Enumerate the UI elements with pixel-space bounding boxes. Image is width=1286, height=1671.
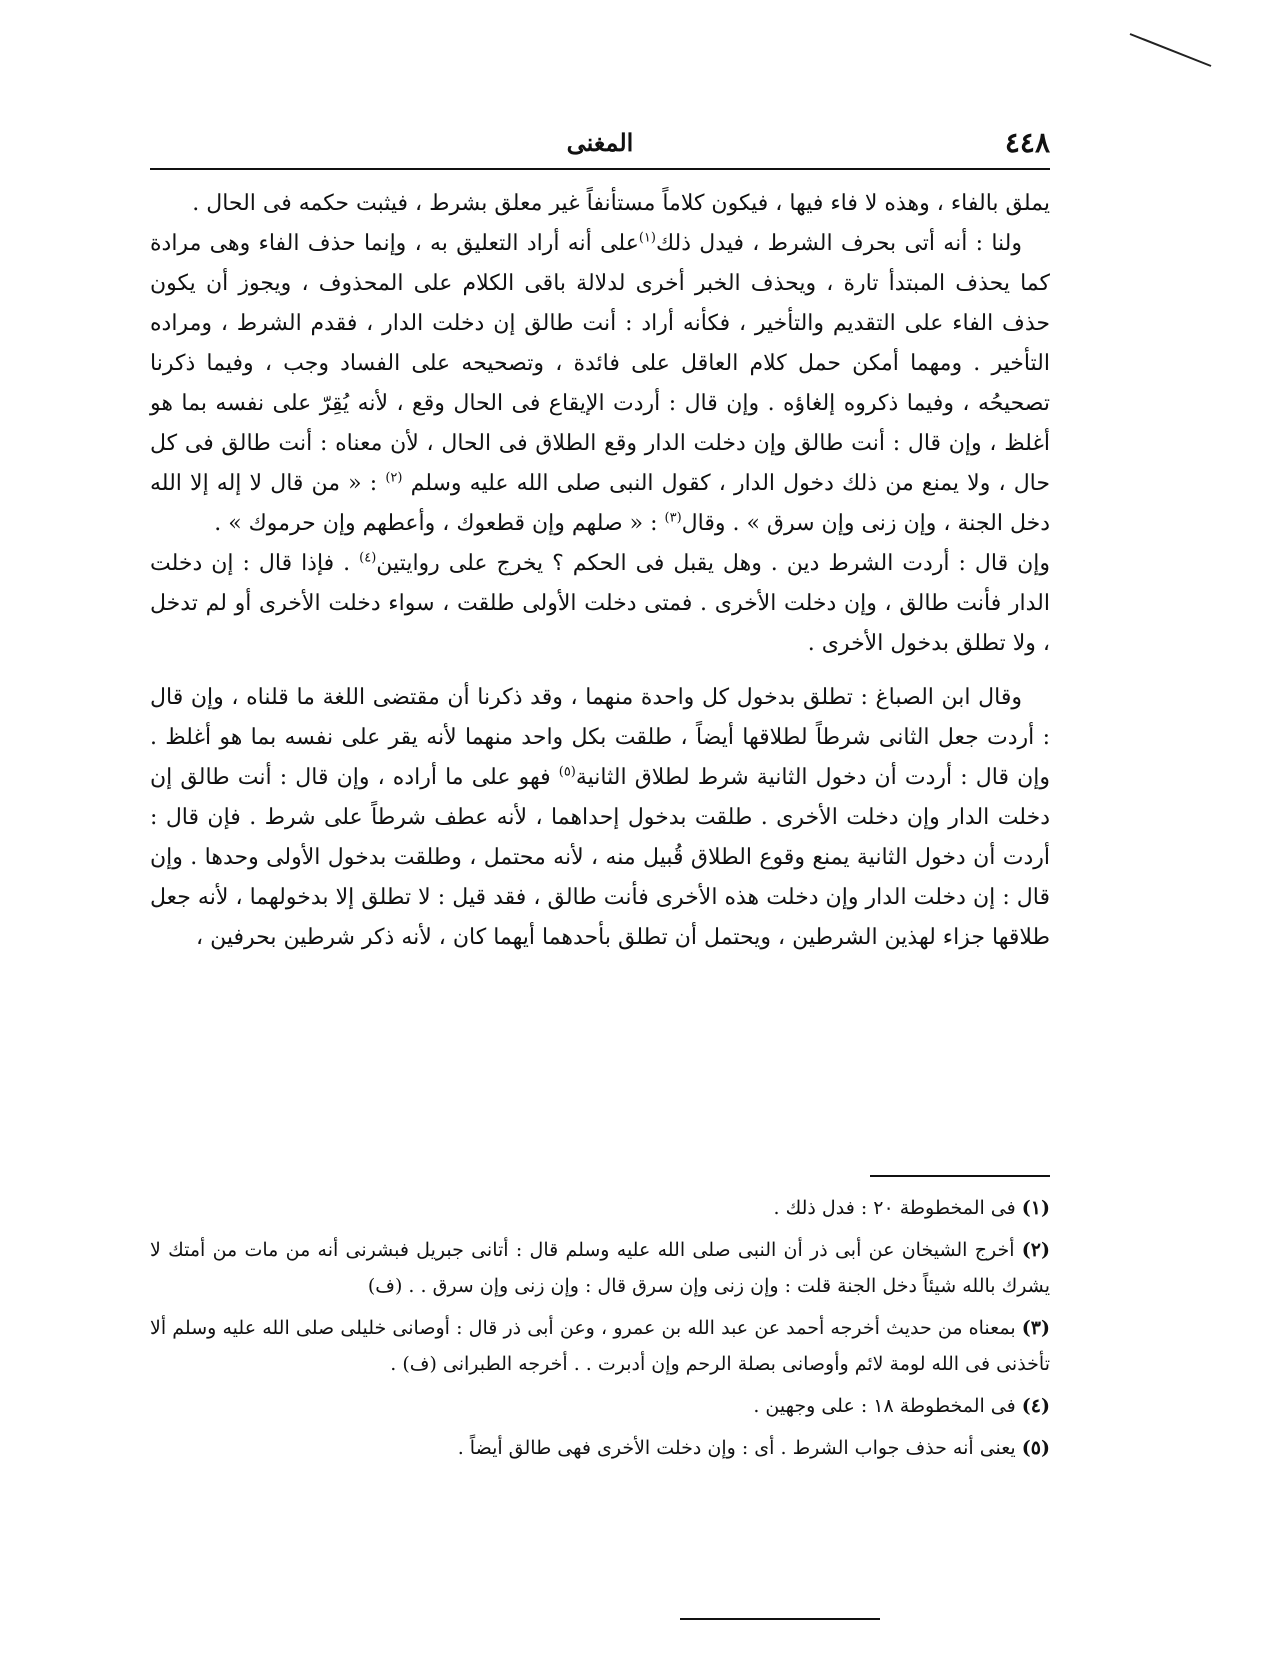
footnote-5-text: يعنى أنه حذف جواب الشرط . أى : وإن دخلت الأخرى فهى طالق أيضاً . — [457, 1437, 1016, 1459]
paragraph-3-part-a: وإن قال : أردت الشرط دين . وهل يقبل فى الحكم ؟ يخرج على روايتين — [376, 551, 1050, 576]
main-text — [150, 184, 1050, 958]
paragraph-4 — [150, 678, 1050, 958]
paragraph-2 — [150, 224, 1050, 544]
paragraph-4-part-b: فهو على ما أراده ، وإن قال : أنت طالق إن دخلت الدار وإن دخلت الأخرى . طلقت بدخول إحداهما ، لأنه عطف شرطاً على شرط . فإن قال : أردت أن دخول الثانية يمنع وقوع الطلاق قُبيل منه ، لأنه محتمل ، وطلقت بدخول الأولى وحدها . وإن قال : إن دخلت الدار وإن دخلت هذه الأخرى فأنت طالق ، فقد قيل : لا تطلق إلا بدخولهما ، لأنه جعل طلاقها جزاء لهذين الشرطين ، ويحتمل أن تطلق بأحدهما أيهما كان ، لأنه ذكر شرطين بحرفين ، — [150, 765, 1050, 950]
paragraph-2-part-d: : « صلهم وإن قطعوك ، وأعطهم وإن حرموك » . — [214, 511, 658, 536]
footnote-ref-1[interactable]: (١) — [638, 230, 656, 246]
book-title: المغنى — [566, 128, 634, 157]
footnote-3-text: بمعناه من حديث أخرجه أحمد عن عبد الله بن عمرو ، وعن أبى ذر قال : أوصانى خليلى صلى الله عليه وسلم ألا تأخذنى فى الله لومة لائم وأوصانى بصلة الرحم وإن أدبرت . . أخرجه الطبرانى (ف) . — [150, 1317, 1050, 1375]
footnote-ref-4[interactable]: (٤) — [359, 550, 377, 566]
footnote-ref-5[interactable]: (٥) — [558, 764, 576, 780]
paragraph-1 — [150, 184, 1050, 224]
footnote-2-number: (٢) — [1021, 1239, 1050, 1261]
footnote-4-number: (٤) — [1021, 1395, 1050, 1417]
footnote-1-text: فى المخطوطة ٢٠ : فدل ذلك . — [773, 1197, 1016, 1219]
footnote-ref-2[interactable]: (٢) — [385, 470, 403, 486]
footnote-4-text: فى المخطوطة ١٨ : على وجهين . — [753, 1395, 1016, 1417]
paragraph-1-text: يملق بالفاء ، وهذه لا فاء فيها ، فيكون كلاماً مستأنفاً غير معلق بشرط ، فيثبت حكمه فى الحال . — [192, 191, 1050, 216]
footnote-2-text: أخرج الشيخان عن أبى ذر أن النبى صلى الله عليه وسلم قال : أتانى جبريل فبشرنى أنه من مات من أمتك لا يشرك بالله شيئاً دخل الجنة قلت : وإن زنى وإن سرق قال : وإن زنى وإن سرق . . (ف) — [150, 1239, 1050, 1297]
running-header — [150, 122, 1050, 168]
footnote-5 — [150, 1430, 1050, 1466]
footnote-4 — [150, 1388, 1050, 1424]
paragraph-2-part-a: ولنا : أنه أتى بحرف الشرط ، فيدل ذلك — [655, 231, 1022, 256]
paragraph-3-part-b: . فإذا قال : إن دخلت الدار فأنت طالق ، وإن دخلت الأخرى . فمتى دخلت الأولى طلقت ، سواء دخلت الأخرى أو لم تدخل ، ولا تطلق بدخول الأخرى . — [150, 551, 1050, 656]
scan-stroke-mark — [1128, 30, 1213, 70]
paragraph-2-part-b: على أنه أراد التعليق به ، وإنما حذف الفاء وهى مرادة كما يحذف المبتدأ تارة ، ويحذف الخبر أخرى لدلالة باقى الكلام على المحذوف ، ويجوز أن يكون حذف الفاء على التقديم والتأخير ، فكأنه أراد : أنت طالق إن دخلت الدار ، فقدم الشرط ، ومراده التأخير . ومهما أمكن حمل كلام العاقل على فائدة ، وتصحيحه على الفساد وجب ، وفيما ذكرنا تصحيحُه ، وفيما ذكروه إلغاؤه . وإن قال : أردت الإيقاع فى الحال وقع ، لأنه يُقِرّ على نفسه بما هو أغلظ ، وإن قال : أنت طالق وإن دخلت الدار وقع الطلاق فى الحال ، لأن معناه : أنت طالق فى كل حال ، ولا يمنع من ذلك دخول الدار ، كقول النبى صلى الله عليه وسلم — [150, 231, 1050, 496]
header-rule — [150, 168, 1050, 170]
footnote-5-number: (٥) — [1021, 1437, 1050, 1459]
paragraph-3 — [150, 544, 1050, 664]
footnote-1-number: (١) — [1021, 1197, 1050, 1219]
paragraph-2-part-c: : « من قال لا إله إلا الله دخل الجنة ، وإن زنى وإن سرق » . وقال — [150, 471, 1050, 536]
footnote-3 — [150, 1310, 1050, 1382]
footnote-ref-3[interactable]: (٣) — [664, 510, 682, 526]
footnote-1 — [150, 1190, 1050, 1226]
footnotes — [150, 1190, 1050, 1472]
footnote-2 — [150, 1232, 1050, 1304]
footnote-separator — [870, 1175, 1050, 1177]
page-number: ٤٤٨ — [1004, 126, 1050, 159]
bottom-rule — [680, 1618, 880, 1620]
footnote-3-number: (٣) — [1021, 1317, 1050, 1339]
paragraph-4-part-a: وقال ابن الصباغ : تطلق بدخول كل واحدة منهما ، وقد ذكرنا أن مقتضى اللغة ما قلناه ، وإن قال : أردت جعل الثانى شرطاً لطلاقها أيضاً ، طلقت بكل واحد منهما لأنه يقر على نفسه بما هو أغلظ . وإن قال : أردت أن دخول الثانية شرط لطلاق الثانية — [150, 685, 1051, 790]
